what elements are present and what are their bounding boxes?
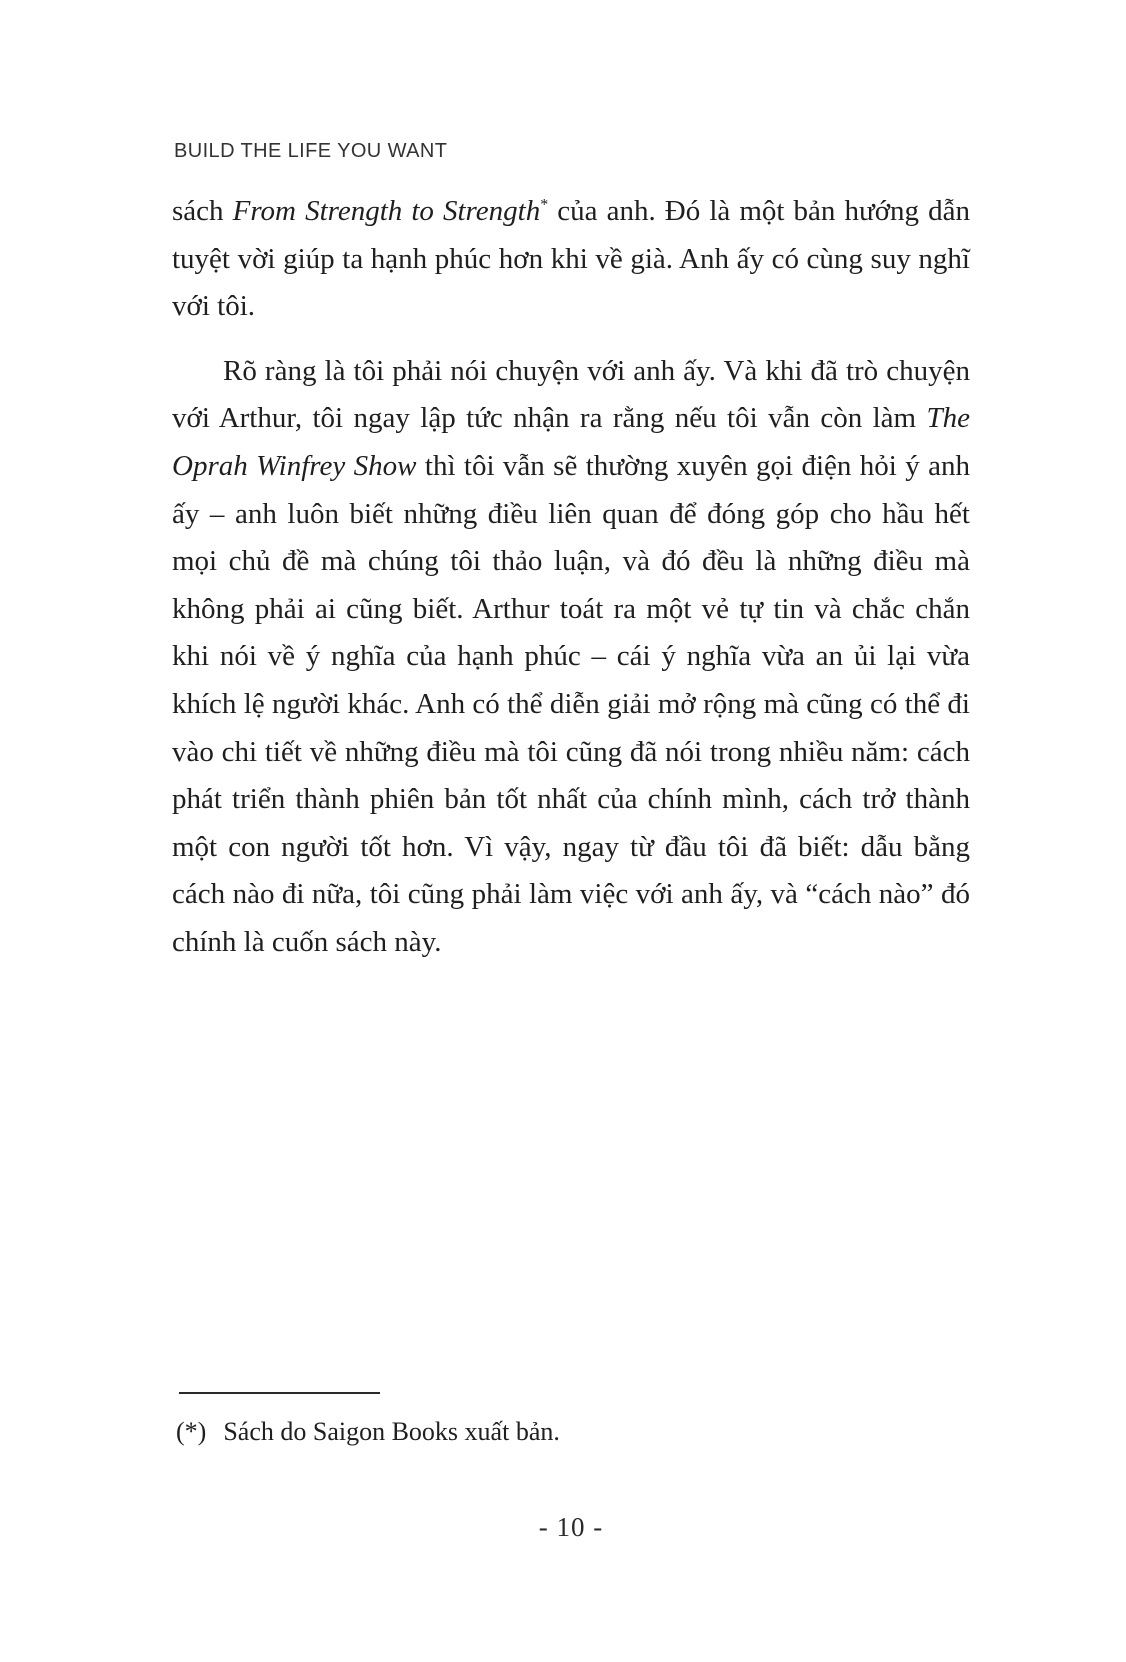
footnote-text: Sách do Saigon Books xuất bản. — [223, 1417, 560, 1446]
footnote-marker: (*) — [176, 1417, 207, 1446]
page-number: - 10 - — [538, 1512, 604, 1542]
text-segment: The Oprah Winfrey Show — [172, 402, 970, 482]
text-segment: * — [540, 196, 549, 214]
running-head: BUILD THE LIFE YOU WANT — [174, 140, 448, 162]
body-text — [172, 188, 970, 984]
text-segment: Rõ ràng là tôi phải nói chuyện với anh ấy. Và khi đã trò chuyện với Arthur, tôi ngay lập tức nhận ra rằng nếu tôi vẫn còn làm — [172, 354, 970, 435]
text-segment: From Strength to Strength — [232, 195, 541, 227]
paragraph — [172, 348, 970, 967]
text-segment: sách — [172, 195, 233, 227]
footnote — [176, 1412, 970, 1452]
text-segment: thì tôi vẫn sẽ thường xuyên gọi điện hỏi ý anh ấy – anh luôn biết những điều liên quan để đóng góp cho hầu hết mọi chủ đề mà chúng tôi thảo luận, và đó đều là những điều mà không phải ai cũng biết. Arthur toát ra một vẻ tự tin và chắc chắn khi nói về ý nghĩa của hạnh phúc – cái ý nghĩa vừa an ủi lại vừa khích lệ người khác. Anh có thể diễn giải mở rộng mà cũng có thể đi vào chi tiết về những điều mà tôi cũng đã nói trong nhiều năm: cách phát triển thành phiên bản tốt nhất của chính mình, cách trở thành một con người tốt hơn. Vì vậy, ngay từ đầu tôi đã biết: dẫu bằng cách nào đi nữa, tôi cũng phải làm việc với anh ấy, và “cách nào” đó chính là cuốn sách này. — [172, 449, 971, 958]
paragraph — [172, 188, 970, 331]
text-segment: của anh. Đó là một bản hướng dẫn tuyệt vời giúp ta hạnh phúc hơn khi về già. Anh ấy có cùng suy nghĩ với tôi. — [172, 195, 970, 323]
footnote-divider — [179, 1392, 380, 1394]
